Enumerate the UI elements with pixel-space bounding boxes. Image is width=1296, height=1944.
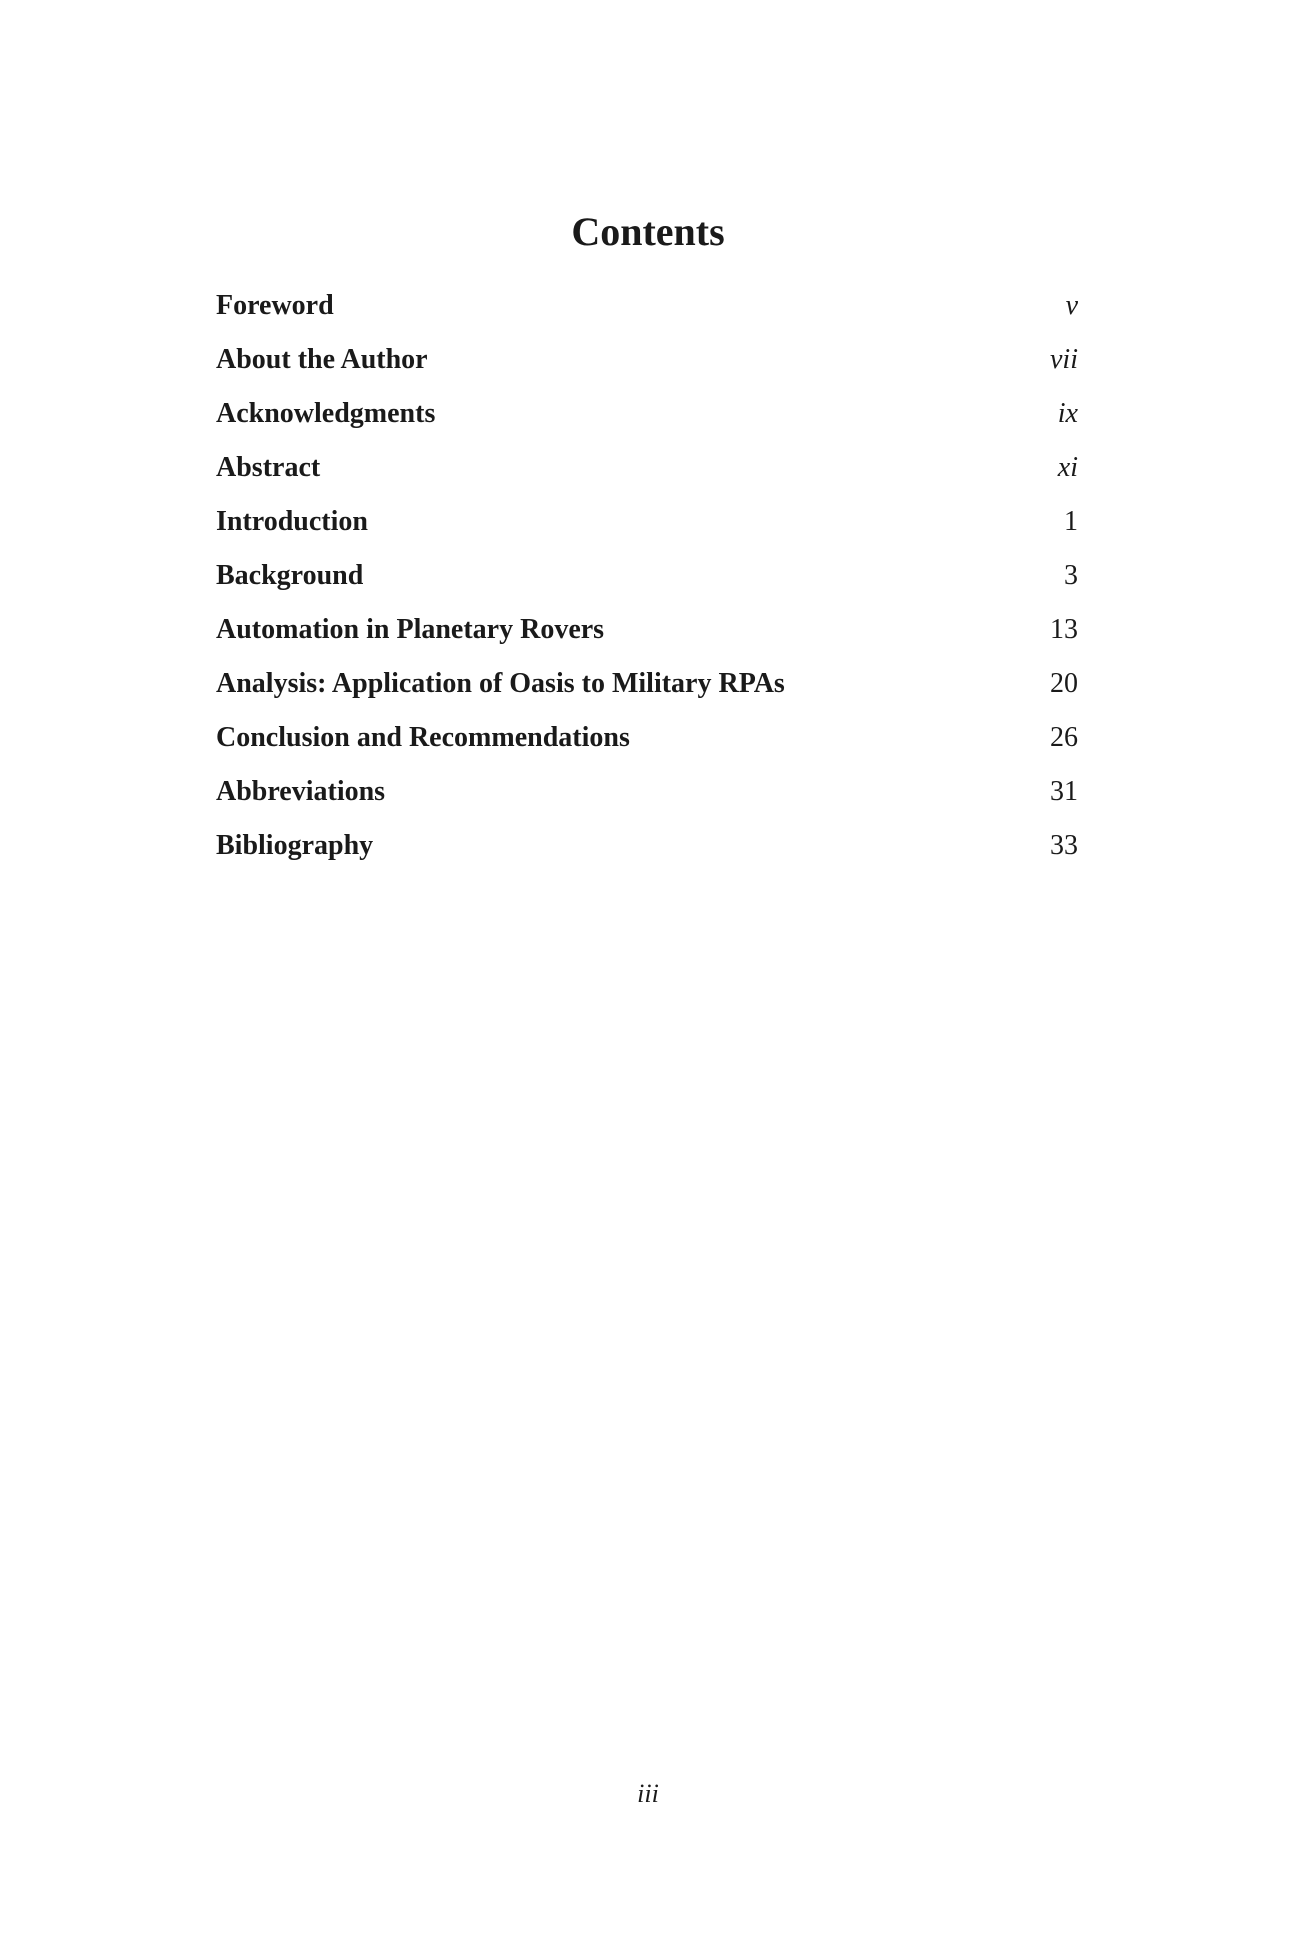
toc-entry-title: Abstract xyxy=(216,452,321,483)
page-number: iii xyxy=(637,1779,659,1808)
toc-entry-introduction[interactable] xyxy=(216,500,1078,554)
toc-entry-title: About the Author xyxy=(216,344,428,375)
toc-entry-automation-in-planetary-rovers[interactable] xyxy=(216,608,1078,662)
toc-entry-analysis[interactable] xyxy=(216,662,1078,716)
toc-entry-title: Abbreviations xyxy=(216,776,386,807)
toc-entry-conclusion-and-recommendations[interactable] xyxy=(216,716,1078,770)
page-title: Contents xyxy=(571,209,725,254)
toc-entry-abbreviations[interactable] xyxy=(216,770,1078,824)
toc-entry-background[interactable] xyxy=(216,554,1078,608)
toc-entry-title: Bibliography xyxy=(216,830,374,861)
toc-entry-page: 1 xyxy=(1064,506,1078,537)
toc-entry-title: Conclusion and Recommendations xyxy=(216,722,630,753)
toc-entry-page: 3 xyxy=(1064,560,1078,591)
toc-entry-page: 26 xyxy=(1050,722,1078,753)
toc-entry-page: 20 xyxy=(1050,668,1078,699)
toc-entry-page: ix xyxy=(1057,398,1078,429)
toc-entry-title: Acknowledgments xyxy=(216,398,436,429)
toc-entry-title: Analysis: Application of Oasis to Military RPAs xyxy=(216,668,785,699)
toc-entry-foreword[interactable] xyxy=(216,284,1078,338)
toc-entry-title: Background xyxy=(216,560,364,591)
toc-entry-page: 13 xyxy=(1050,614,1078,645)
toc-entry-page: vii xyxy=(1050,344,1078,375)
toc-entry-page: v xyxy=(1065,290,1078,321)
toc-entry-page: 31 xyxy=(1050,776,1078,807)
toc-entry-page: 33 xyxy=(1050,830,1078,861)
toc-entry-acknowledgments[interactable] xyxy=(216,392,1078,446)
toc-entry-page: xi xyxy=(1057,452,1078,483)
toc-entry-abstract[interactable] xyxy=(216,446,1078,500)
toc-entry-title: Introduction xyxy=(216,506,368,537)
toc-entry-bibliography[interactable] xyxy=(216,824,1078,878)
table-of-contents xyxy=(216,284,1078,878)
toc-entry-about-the-author[interactable] xyxy=(216,338,1078,392)
toc-entry-title: Automation in Planetary Rovers xyxy=(216,614,605,645)
toc-entry-title: Foreword xyxy=(216,290,334,321)
